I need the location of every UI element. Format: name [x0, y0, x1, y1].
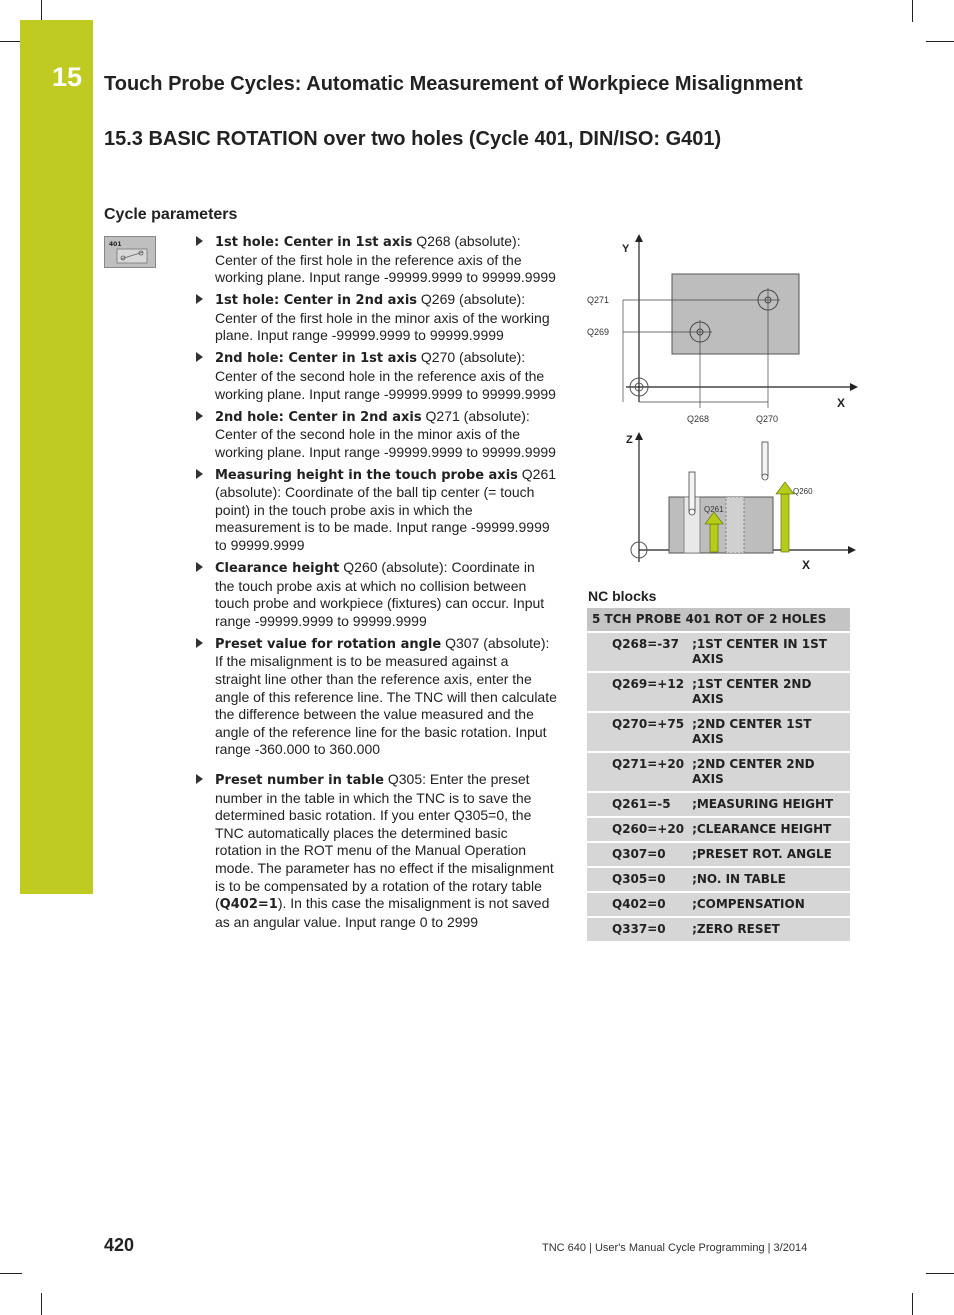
param-q268 [196, 233, 558, 287]
table-row [587, 672, 850, 712]
probe-2-tip [762, 474, 768, 480]
crop-mark [926, 1273, 954, 1274]
param-q261 [196, 466, 558, 555]
param-description: Q261 (absolute): Coordinate of the ball tip center (= touch point) in the touch probe axis in which the measurement is to be made. Input range -99999.9999 to 99999.9999 [215, 465, 557, 554]
table-row [587, 892, 850, 917]
nc-comment-cell: ;1ST CENTER IN 1ST AXIS [688, 632, 850, 672]
crop-mark [41, 0, 42, 22]
param-description: Q305: Enter the preset number in the table in which the TNC is to save the determined basic rotation. If you enter Q305=0, the TNC automatically places the determined basic rotation in the ROT menu of the Manual Operation mode. The parameter has no effect if the misalignment is to be compensated by a rotation of the rotary table ( [215, 770, 554, 912]
probe-2-stylus [762, 442, 768, 476]
param-description: Q307 (absolute): If the misalignment is to be measured against a straight line other than the reference axis, enter the angle of this reference line. The TNC will then calculate the difference between the value measured and the angle of the reference line for the basic rotation. Input range -360.000 to 360.000 [215, 634, 557, 758]
param-q269 [196, 291, 558, 345]
param-description: Q269 (absolute): Center of the first hole in the minor axis of the working plane. Input range -99999.9999 to 99999.9999 [215, 291, 550, 344]
nc-param-cell: Q268=-37 [587, 632, 688, 672]
nc-param-cell: Q305=0 [587, 867, 688, 892]
nc-header-row [587, 608, 850, 632]
z-axis-arrow [635, 432, 643, 440]
parameter-list [196, 233, 558, 936]
table-row [587, 632, 850, 672]
param-description: Q270 (absolute): Center of the second hole in the reference axis of the working plane. Input range -99999.9999 to 99999.9999 [215, 349, 556, 402]
section-subtitle: 15.3 BASIC ROTATION over two holes (Cycle 401, DIN/ISO: G401) [104, 128, 722, 150]
nc-comment-cell: ;CLEARANCE HEIGHT [688, 817, 850, 842]
q268-label: Q268 [687, 414, 710, 424]
q261-label: Q261 [704, 505, 724, 514]
crop-mark [0, 1273, 22, 1274]
q269-label: Q269 [587, 327, 610, 337]
side-x-axis-arrow [848, 546, 856, 554]
param-q271 [196, 408, 558, 462]
workpiece-top-view [672, 274, 799, 354]
y-axis-arrow [635, 234, 643, 242]
param-name: 2nd hole: Center in 2nd axis [215, 409, 422, 425]
nc-comment-cell: ;NO. IN TABLE [688, 867, 850, 892]
q260-arrow-head [776, 482, 794, 494]
side-x-axis-label: X [802, 558, 811, 572]
param-name: Preset value for rotation angle [215, 636, 442, 652]
nc-header-cell: 5 TCH PROBE 401 ROT OF 2 HOLES [587, 608, 850, 632]
param-q270 [196, 349, 558, 403]
param-name: 1st hole: Center in 2nd axis [215, 293, 418, 309]
nc-param-cell: Q402=0 [587, 892, 688, 917]
bullet-triangle-icon [196, 294, 203, 304]
table-row [587, 792, 850, 817]
nc-comment-cell: ;PRESET ROT. ANGLE [688, 842, 850, 867]
chapter-number: 15 [52, 62, 83, 92]
cycle-401-icon [104, 236, 156, 268]
param-description-end: ). In this case the misalignment is not saved as an angular value. Input range 0 to 2999 [215, 895, 550, 930]
q260-label: Q260 [793, 487, 813, 496]
bullet-triangle-icon [196, 774, 203, 784]
param-name: Measuring height in the touch probe axis [215, 467, 518, 483]
q271-label: Q271 [587, 295, 610, 305]
table-row [587, 817, 850, 842]
bullet-triangle-icon [196, 236, 203, 246]
y-axis-label: Y [622, 243, 630, 255]
param-description: Q268 (absolute): Center of the first hole in the reference axis of the working plane. Input range -99999.9999 to 99999.9999 [215, 233, 556, 286]
chapter-side-bar [20, 20, 93, 894]
param-q307 [196, 635, 558, 759]
param-description: Q271 (absolute): Center of the second hole in the minor axis of the working plane. Input range -99999.9999 to 99999.9999 [215, 407, 556, 460]
q260-arrow-shaft [781, 494, 789, 552]
table-row [587, 712, 850, 752]
param-name: Preset number in table [215, 772, 384, 788]
table-row [587, 752, 850, 792]
crop-mark [912, 0, 913, 22]
nc-comment-cell: ;ZERO RESET [688, 917, 850, 942]
nc-comment-cell: ;2ND CENTER 2ND AXIS [688, 752, 850, 792]
crop-mark [912, 1293, 913, 1315]
cycle-diagram [580, 232, 860, 577]
probe-1-tip [689, 509, 695, 515]
page-number: 420 [104, 1235, 135, 1255]
cycle-icon-label: 401 [109, 241, 122, 248]
nc-param-cell: Q260=+20 [587, 817, 688, 842]
bullet-triangle-icon [196, 638, 203, 648]
bullet-triangle-icon [196, 562, 203, 572]
footer-text: TNC 640 | User's Manual Cycle Programming | 3/2014 [542, 1242, 808, 1254]
chapter-title: Touch Probe Cycles: Automatic Measurement of Workpiece Misalignment [104, 73, 803, 95]
nc-comment-cell: ;2ND CENTER 1ST AXIS [688, 712, 850, 752]
x-axis-arrow [850, 383, 858, 391]
table-row [587, 917, 850, 942]
nc-comment-cell: ;COMPENSATION [688, 892, 850, 917]
nc-comment-cell: ;1ST CENTER 2ND AXIS [688, 672, 850, 712]
param-q305 [196, 771, 558, 931]
bullet-triangle-icon [196, 411, 203, 421]
nc-param-cell: Q261=-5 [587, 792, 688, 817]
q270-label: Q270 [756, 414, 779, 424]
cycle-parameters-heading: Cycle parameters [104, 206, 238, 223]
q261-arrow-shaft [710, 524, 718, 552]
z-axis-label: Z [626, 434, 633, 446]
param-description: Q260 (absolute): Coordinate in the touch probe axis at which no collision between touch probe and workpiece (fixtures) can occur. Input range -99999.9999 to 99999.9999 [215, 559, 545, 629]
bullet-triangle-icon [196, 469, 203, 479]
param-q260 [196, 559, 558, 630]
x-axis-label: X [837, 396, 846, 410]
nc-param-cell: Q337=0 [587, 917, 688, 942]
hole-2-section [726, 497, 744, 553]
param-name: 1st hole: Center in 1st axis [215, 235, 413, 250]
crop-mark [926, 41, 954, 42]
nc-param-cell: Q270=+75 [587, 712, 688, 752]
param-name: 2nd hole: Center in 1st axis [215, 351, 418, 367]
param-name: Clearance height [215, 561, 340, 577]
nc-blocks-table [587, 608, 850, 943]
table-row [587, 842, 850, 867]
nc-blocks-heading: NC blocks [588, 588, 657, 604]
nc-param-cell: Q307=0 [587, 842, 688, 867]
nc-comment-cell: ;MEASURING HEIGHT [688, 792, 850, 817]
bullet-triangle-icon [196, 352, 203, 362]
nc-param-cell: Q269=+12 [587, 672, 688, 712]
nc-param-cell: Q271=+20 [587, 752, 688, 792]
table-row [587, 867, 850, 892]
probe-1-stylus [689, 472, 695, 512]
param-inline-code: Q402=1 [219, 897, 278, 913]
crop-mark [0, 41, 22, 42]
crop-mark [41, 1293, 42, 1315]
